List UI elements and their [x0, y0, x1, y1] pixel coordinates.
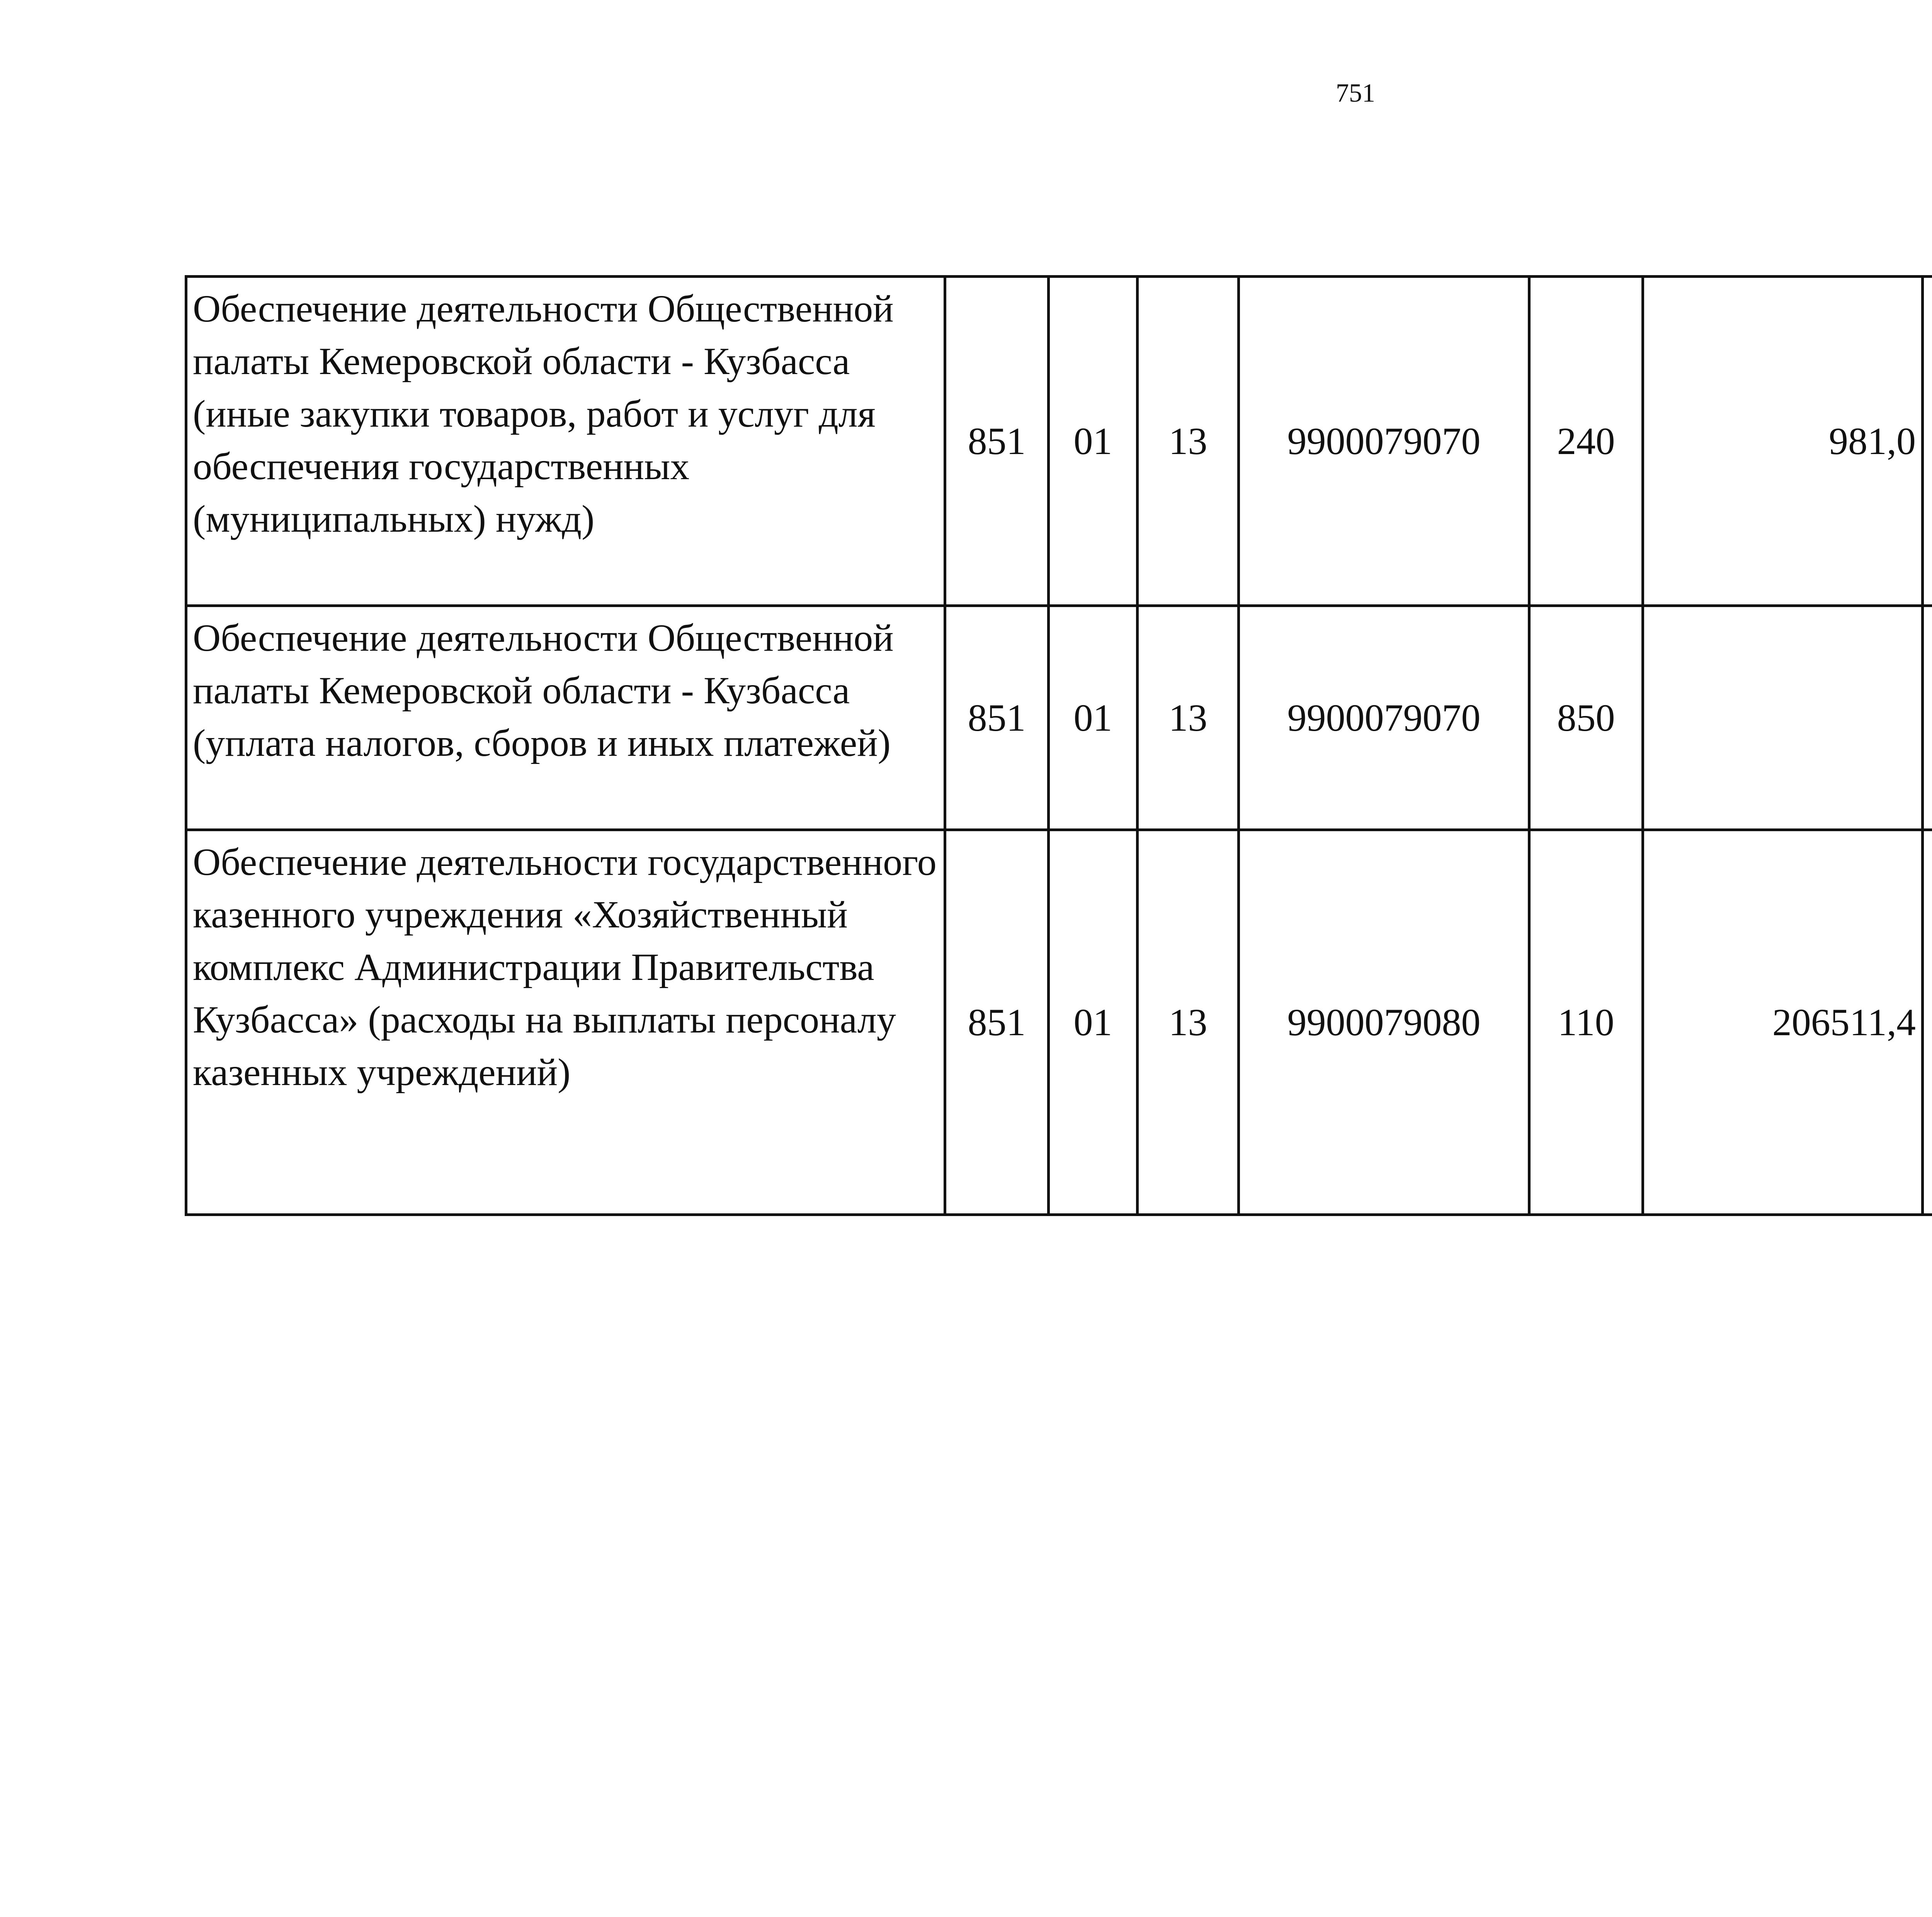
subsection-code-cell: 13 [1138, 277, 1239, 606]
table-row [186, 277, 1932, 606]
amount-2-cell [1923, 606, 1932, 830]
ministry-code-cell: 851 [945, 830, 1049, 1215]
expense-type-cell: 240 [1529, 277, 1643, 606]
target-article-cell: 9900079080 [1239, 830, 1529, 1215]
amount-2-cell [1923, 830, 1932, 1215]
ministry-code-cell: 851 [945, 606, 1049, 830]
expense-name-cell: Обеспечение деятельности Общественной палаты Кемеровской области - Кузбасса (иные закупки товаров, работ и услуг для обеспечения государственных (муниципальных) нужд) [186, 277, 945, 606]
expense-type-cell: 850 [1529, 606, 1643, 830]
subsection-code-cell: 13 [1138, 606, 1239, 830]
amount-1-cell: 206511,4 [1643, 830, 1923, 1215]
target-article-cell: 9900079070 [1239, 277, 1529, 606]
budget-table [185, 275, 1932, 1216]
subsection-code-cell: 13 [1138, 830, 1239, 1215]
section-code-cell: 01 [1049, 277, 1138, 606]
target-article-cell: 9900079070 [1239, 606, 1529, 830]
expense-name-cell: Обеспечение деятельности государственного казенного учреждения «Хозяйственный комплекс Администрации Правительства Кузбасса» (расходы на выплаты персоналу казенных учреждений) [186, 830, 945, 1215]
ministry-code-cell: 851 [945, 277, 1049, 606]
expense-name-cell: Обеспечение деятельности Общественной палаты Кемеровской области - Кузбасса (уплата налогов, сборов и иных платежей) [186, 606, 945, 830]
table-row [186, 606, 1932, 830]
amount-1-cell: 981,0 [1643, 277, 1923, 606]
amount-1-cell [1643, 606, 1923, 830]
page-number: 751 [1336, 78, 1375, 107]
amount-2-cell [1923, 277, 1932, 606]
table-row [186, 830, 1932, 1215]
expense-type-cell: 110 [1529, 830, 1643, 1215]
section-code-cell: 01 [1049, 606, 1138, 830]
section-code-cell: 01 [1049, 830, 1138, 1215]
